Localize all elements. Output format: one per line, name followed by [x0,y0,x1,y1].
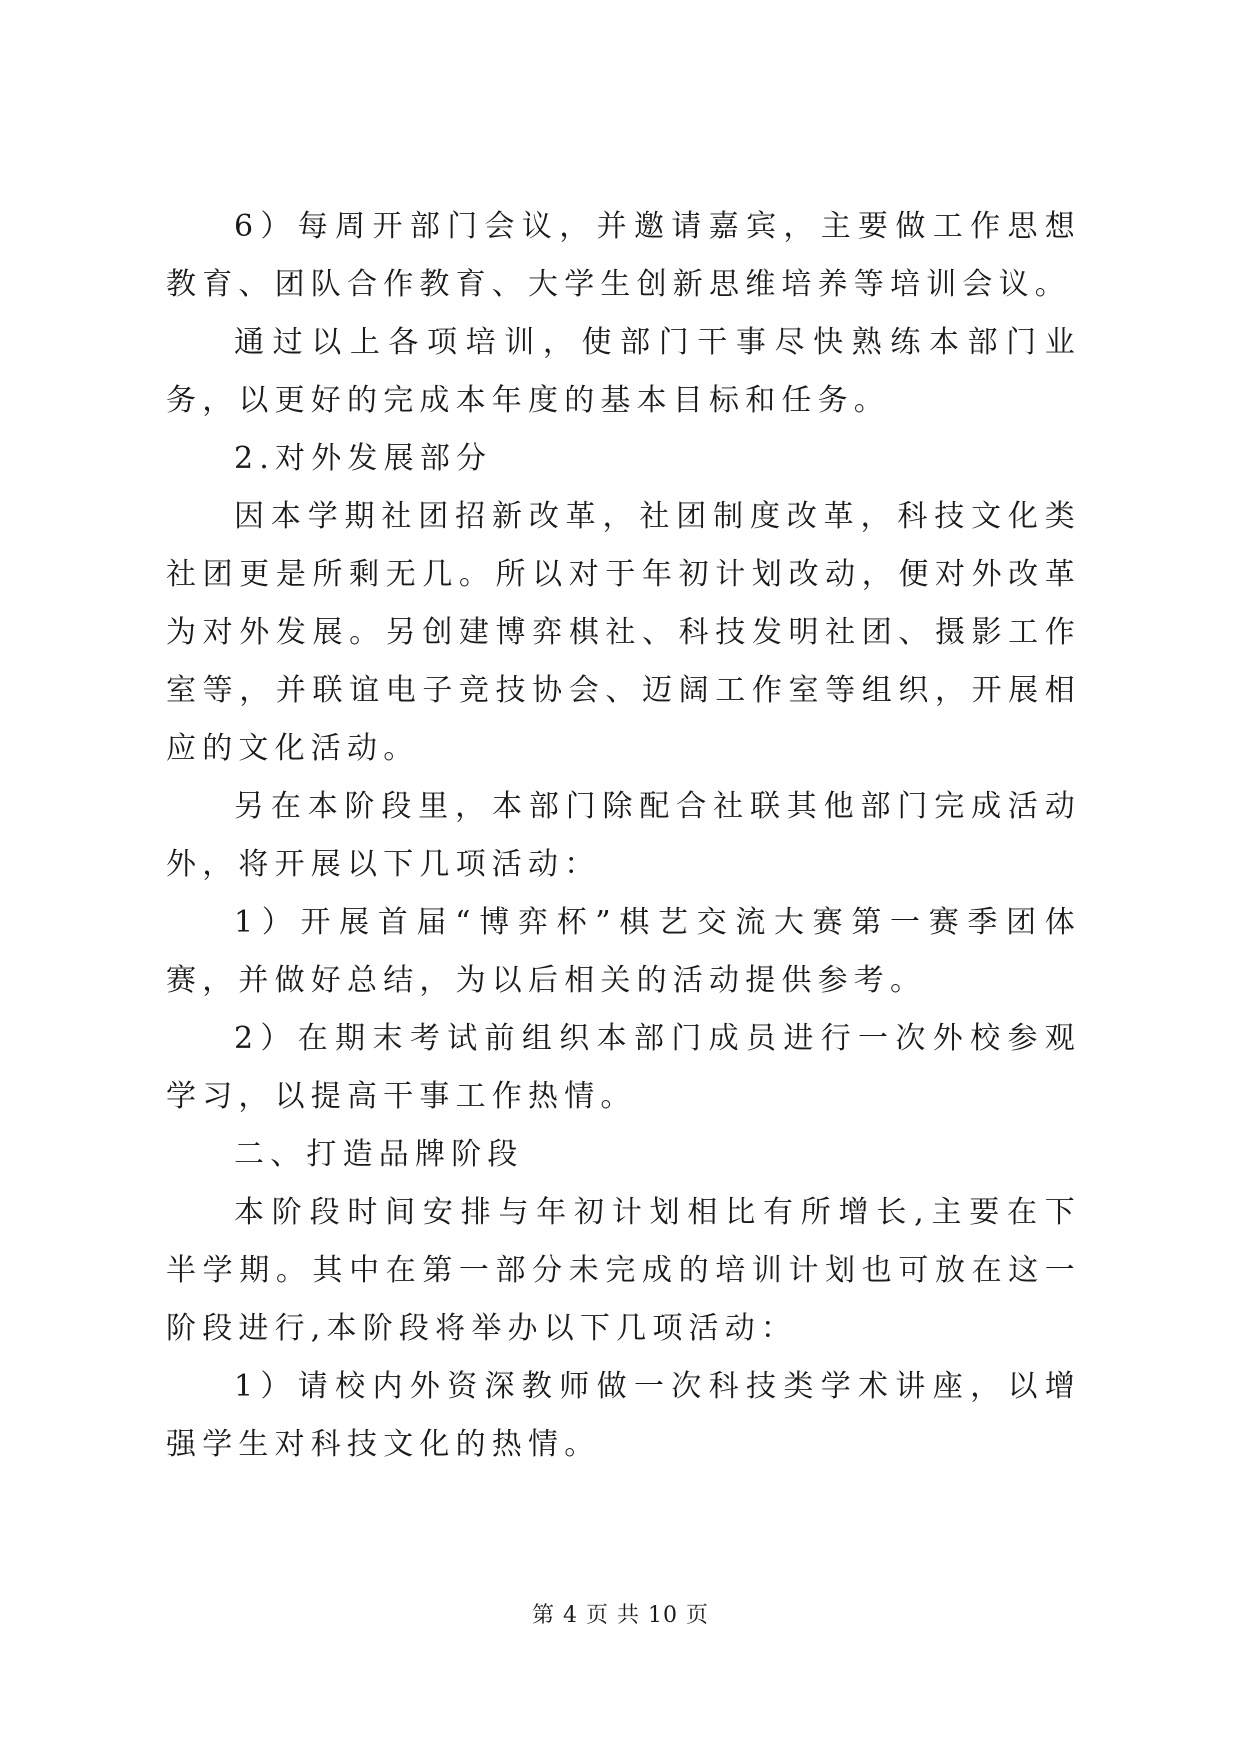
paragraph-training-summary: 通过以上各项培训，使部门干事尽快熟练本部门业务，以更好的完成本年度的基本目标和任务。 [166,325,1081,418]
paragraph-item-6-weekly-meeting: 6）每周开部门会议，并邀请嘉宾，主要做工作思想教育、团队合作教育、大学生创新思维培养等培训会议。 [166,209,1081,302]
paragraph-brand-stage-intro: 本阶段时间安排与年初计划相比有所增长,主要在下半学期。其中在第一部分未完成的培训计划也可放在这一阶段进行,本阶段将举办以下几项活动： [166,1195,1081,1346]
paragraph-club-reform: 因本学期社团招新改革，社团制度改革，科技文化类社团更是所剩无几。所以对于年初计划改动，便对外改革为对外发展。另创建博弈棋社、科技发明社团、摄影工作室等，并联谊电子竞技协会、迈阔工作室等组织，开展相应的文化活动。 [166,499,1081,766]
document-body [166,198,1081,1474]
paragraph-item-2-school-visit: 2）在期末考试前组织本部门成员进行一次外校参观学习，以提高干事工作热情。 [166,1021,1081,1114]
paragraph-item-1-chess-contest: 1）开展首届“博弈杯”棋艺交流大赛第一赛季团体赛，并做好总结，为以后相关的活动提供参考。 [166,905,1081,998]
section-heading-brand-stage: 二、打造品牌阶段 [234,1137,524,1172]
paragraph-item-1-academic-lecture: 1）请校内外资深教师做一次科技类学术讲座，以增强学生对科技文化的热情。 [166,1369,1081,1462]
page-number-footer: 第 4 页 共 10 页 [532,1603,709,1628]
section-heading-external-development: 2.对外发展部分 [234,441,493,476]
paragraph-stage-activities-intro: 另在本阶段里，本部门除配合社联其他部门完成活动外，将开展以下几项活动： [166,789,1081,882]
